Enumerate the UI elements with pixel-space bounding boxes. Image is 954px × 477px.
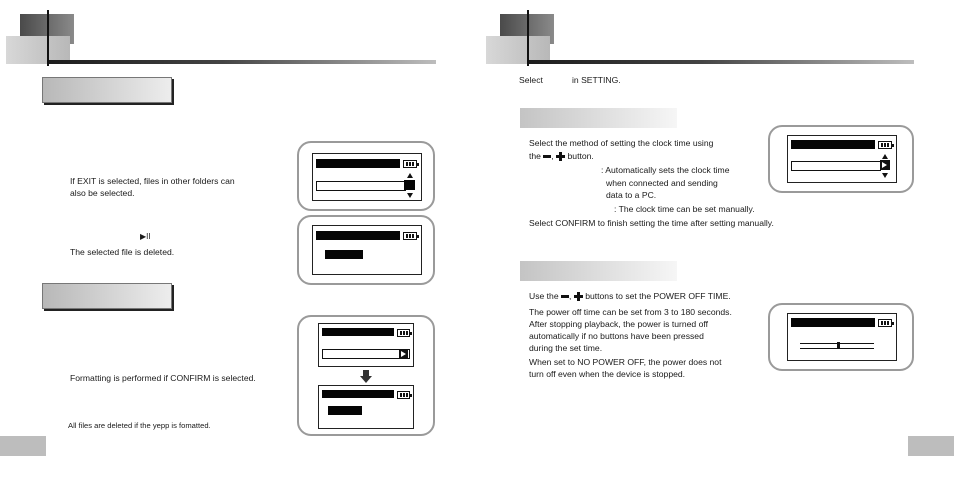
clock-the: the [529,151,541,161]
down-arrow-icon [882,173,888,178]
up-arrow-icon [407,173,413,178]
battery-icon [403,160,417,168]
clock-auto-line-3: data to a PC. [606,190,657,200]
battery-icon [878,319,892,327]
power-off-slider-knob [837,342,840,348]
power-line-4: automatically if no buttons have been pressed [529,331,704,341]
power-line-2: The power off time can be set from 3 to 180 seconds. [529,307,732,317]
up-arrow-icon [882,154,888,159]
header-rule [48,60,436,64]
device-frame-folder [297,141,435,211]
device-frame-clock [768,125,914,193]
header-vertical-rule [47,10,49,66]
highlighted-option [328,406,362,415]
play-icon [880,160,890,170]
intro-in-setting: in SETTING. [572,75,621,85]
scroll-block [404,180,415,190]
play-icon [399,349,408,358]
power-sep: , [569,291,572,301]
section-title-box-format [42,283,172,309]
power-off-slider [800,343,874,349]
power-buttons-text: buttons to set the POWER OFF TIME. [585,291,731,301]
highlighted-option [325,250,363,259]
page-tab-right [908,436,954,456]
title-bar [316,231,400,240]
title-bar [791,318,875,327]
lcd-screen-top [318,323,414,367]
clock-confirm: Select CONFIRM to finish setting the time after setting manually. [529,218,774,228]
section-bar-power [520,261,677,281]
down-big-arrow-icon [360,370,372,384]
clock-line-1: Select the method of setting the clock time using [529,138,714,148]
format-note: Formatting is performed if CONFIRM is selected. [70,373,256,383]
power-line-1 [529,290,731,302]
selection-row [791,161,881,171]
plus-icon [574,292,583,301]
clock-button: button. [567,151,594,161]
section-bar-clock [520,108,677,128]
title-bar [316,159,400,168]
section-title-box-delete [42,77,172,103]
lcd-screen-bottom [318,385,414,429]
minus-icon [561,295,569,298]
deleted-note: The selected file is deleted. [70,247,175,257]
exit-note-line-1: If EXIT is selected, files in other folders can [70,176,235,186]
clock-sep: , [551,151,554,161]
power-line-7: turn off even when the device is stopped. [529,369,686,379]
down-arrow-icon [407,193,413,198]
power-line-3: After stopping playback, the power is turned off [529,319,708,329]
exit-note-line-2: also be selected. [70,188,135,198]
header-vertical-rule [527,10,529,66]
device-frame-format [297,315,435,436]
title-bar [322,390,394,398]
clock-line-2 [529,150,594,162]
title-bar [791,140,875,149]
lcd-screen [312,153,422,201]
power-use-the: Use the [529,291,559,301]
battery-icon [878,141,892,149]
play-pause-icon: ▶II [140,232,151,241]
title-bar [322,328,394,336]
clock-auto-line-2: when connected and sending [606,178,718,188]
battery-icon [403,232,417,240]
device-frame-delete [297,215,435,285]
lcd-screen [787,135,897,183]
battery-icon [397,329,410,337]
power-line-6: When set to NO POWER OFF, the power does not [529,357,722,367]
lcd-screen [312,225,422,275]
page-tab-left [0,436,46,456]
clock-manual: : The clock time can be set manually. [614,204,755,214]
format-warning: All files are deleted if the yepp is fomatted. [68,421,211,430]
intro-select: Select [519,75,543,85]
battery-icon [397,391,410,399]
power-line-5: during the set time. [529,343,603,353]
selection-row [322,349,410,359]
header-rule [528,60,914,64]
plus-icon [556,152,565,161]
lcd-screen [787,313,897,361]
clock-auto-line-1: : Automatically sets the clock time [601,165,730,175]
device-frame-power [768,303,914,371]
selection-row [316,181,406,191]
